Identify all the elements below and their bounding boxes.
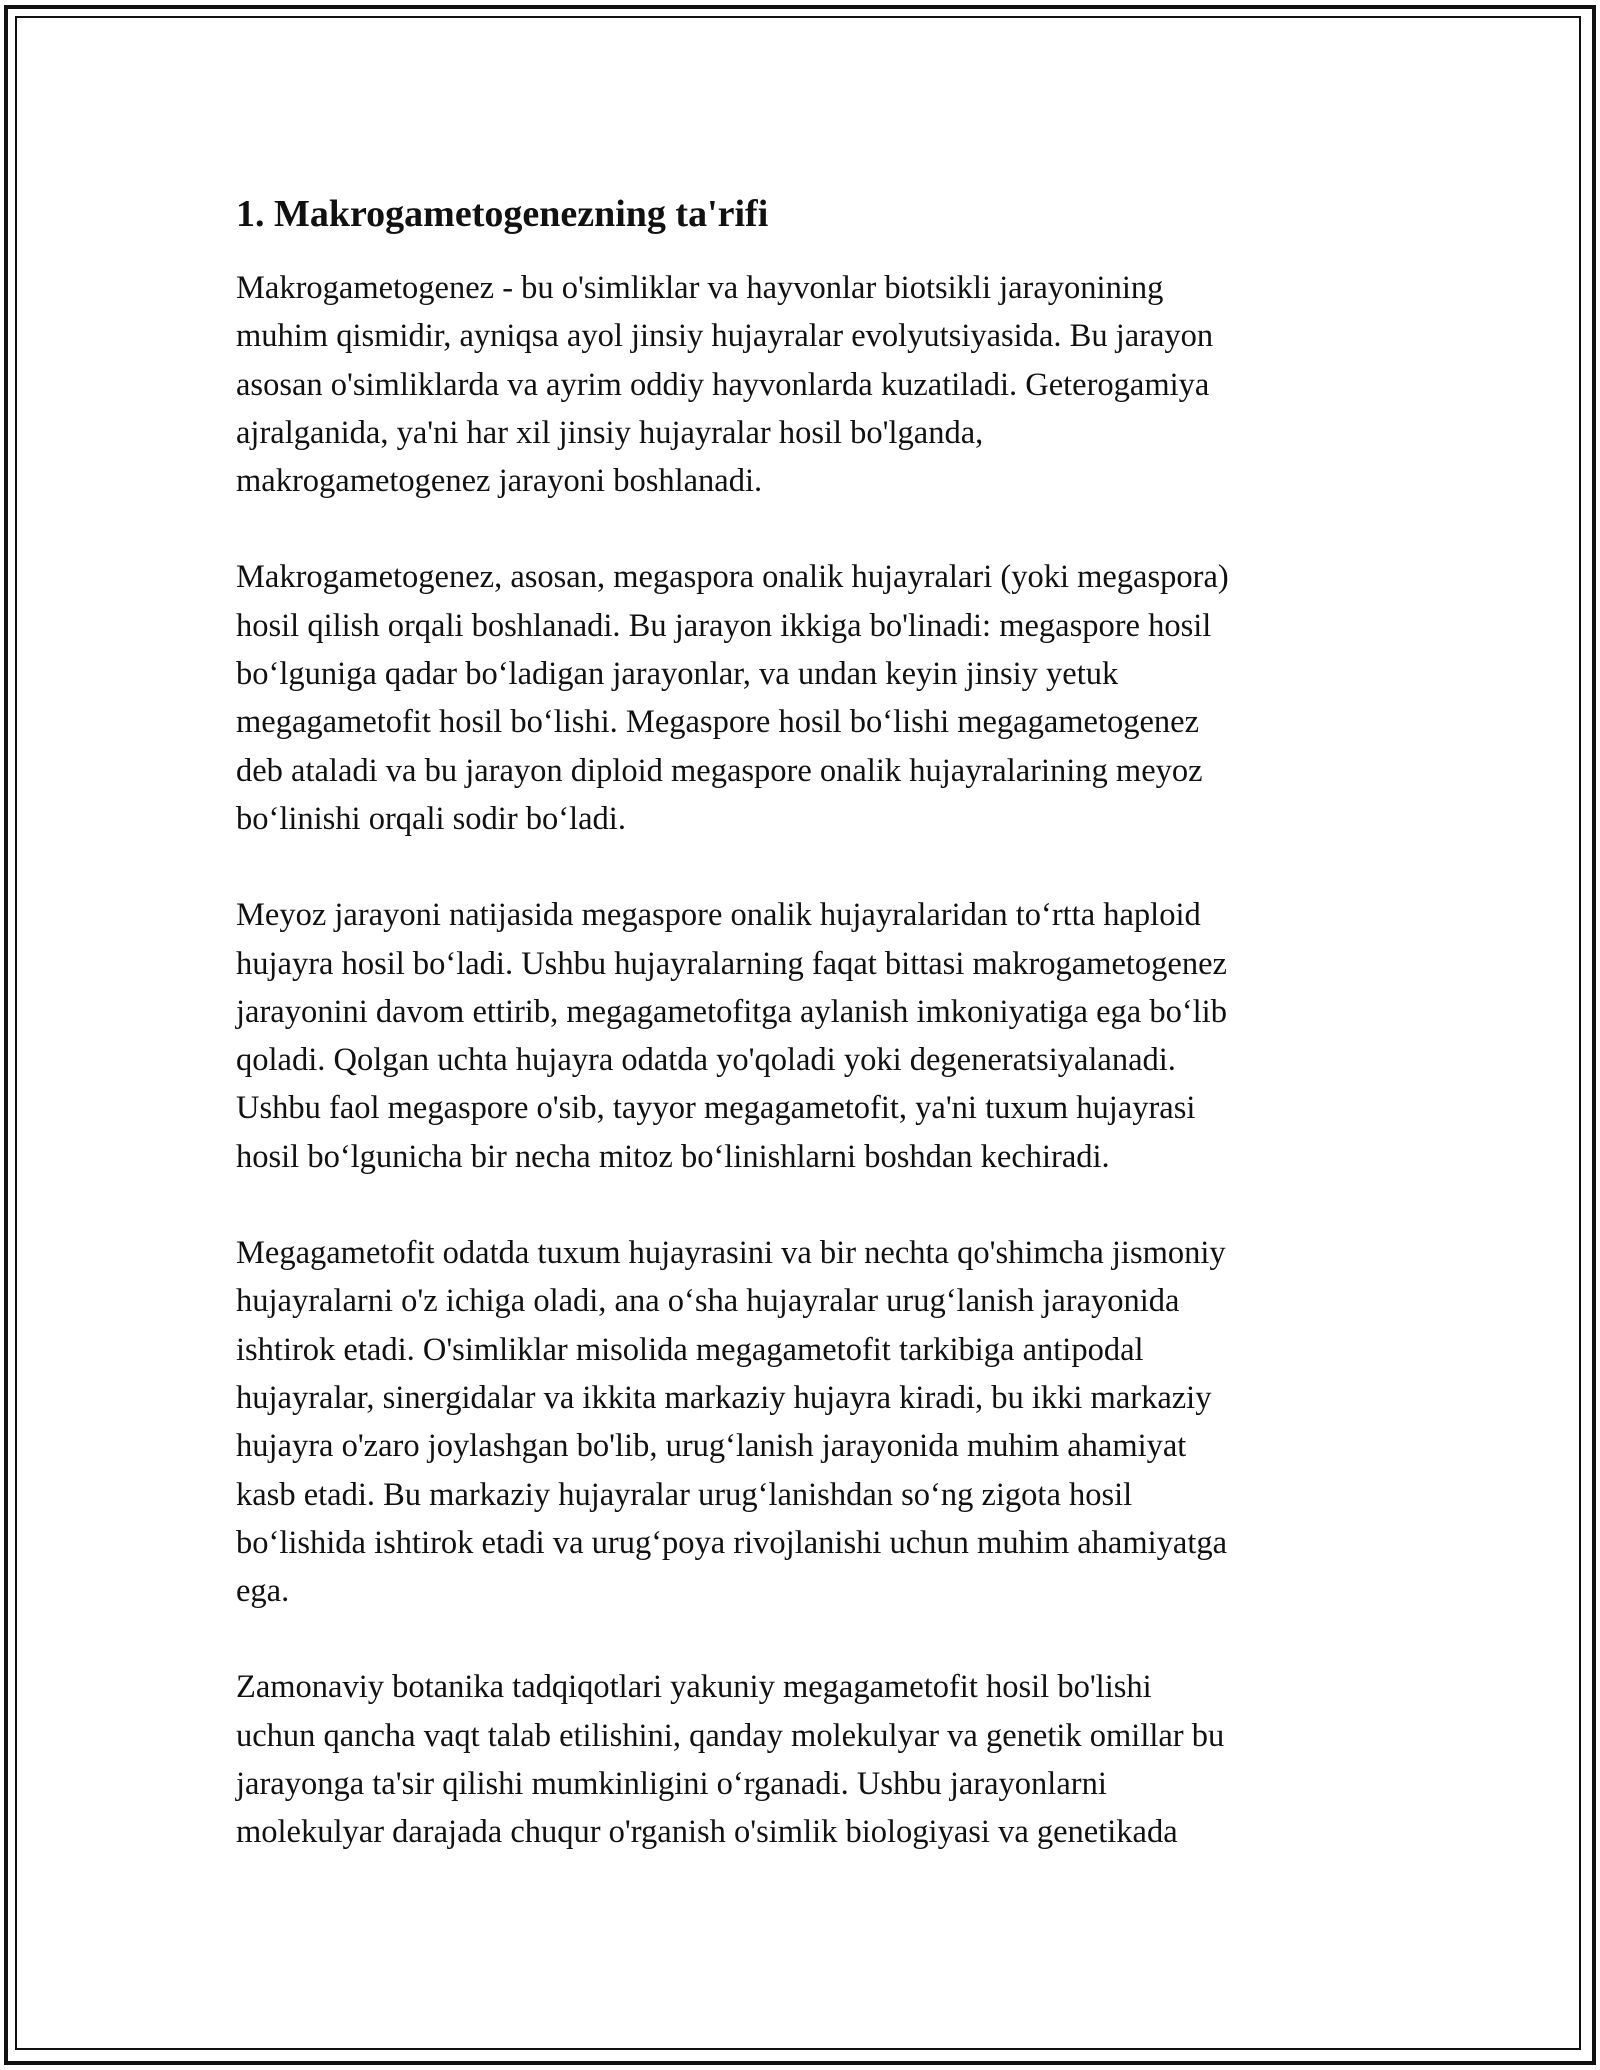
paragraph-4: Megagametofit odatda tuxum hujayrasini va bir nechta qo'shimcha jismoniy hujayralarni o'z ichiga oladi, ana o‘sha hujayralar urug‘lanish jarayonida ishtirok etadi. O'simliklar misolida megagametofit tarkibiga antipodal hujayralar, sinergidalar va ikkita markaziy hujayra kiradi, bu ikki markaziy hujayra o'zaro joylashgan bo'lib, urug‘lanish jarayonida muhim ahamiyat kasb etadi. Bu markaziy hujayralar urug‘lanishdan so‘ng zigota hosil bo‘lishida ishtirok etadi va urug‘poya rivojlanishi uchun muhim ahamiyatga ega. xyxy=(236,1235,1228,1610)
section-heading: 1. Makrogametogenezning ta'rifi xyxy=(236,193,769,235)
paragraph-2: Makrogametogenez, asosan, megaspora onalik hujayralari (yoki megaspora) hosil qilish orqali boshlanadi. Bu jarayon ikkiga bo'linadi: megaspore hosil bo‘lguniga qadar bo‘ladigan jarayonlar, va undan keyin jinsiy yetuk megagametofit hosil bo‘lishi. Megaspore hosil bo‘lishi megagametogenez deb ataladi va bu jarayon diploid megaspore onalik hujayralarining meyoz bo‘linishi orqali sodir bo‘ladi. xyxy=(236,559,1229,837)
document-body xyxy=(236,186,1361,1905)
paragraph-3: Meyoz jarayoni natijasida megaspore onalik hujayralaridan to‘rtta haploid hujayra hosil bo‘ladi. Ushbu hujayralarning faqat bittasi makrogametogenez jarayonini davom ettirib, megagametofitga aylanish imkoniyatiga ega bo‘lib qoladi. Qolgan uchta hujayra odatda yo'qoladi yoki degeneratsiyalanadi. Ushbu faol megaspore o'sib, tayyor megagametofit, ya'ni tuxum hujayrasi hosil bo‘lgunicha bir necha mitoz bo‘linishlarni boshdan kechiradi. xyxy=(236,897,1227,1175)
paragraph-5: Zamonaviy botanika tadqiqotlari yakuniy megagametofit hosil bo'lishi uchun qancha vaqt talab etilishini, qanday molekulyar va genetik omillar bu jarayonga ta'sir qilishi mumkinligini o‘rganadi. Ushbu jarayonlarni molekulyar darajada chuqur o'rganish o'simlik biologiyasi va genetikada xyxy=(236,1669,1225,1851)
paragraph-1: Makrogametogenez - bu o'simliklar va hayvonlar biotsikli jarayonining muhim qismidir, ayniqsa ayol jinsiy hujayralar evolyutsiyasida. Bu jarayon asosan o'simliklarda va ayrim oddiy hayvonlarda kuzatiladi. Geterogamiya ajralganida, ya'ni har xil jinsiy hujayralar hosil bo'lganda, makrogametogenez jarayoni boshlanadi. xyxy=(236,270,1214,500)
